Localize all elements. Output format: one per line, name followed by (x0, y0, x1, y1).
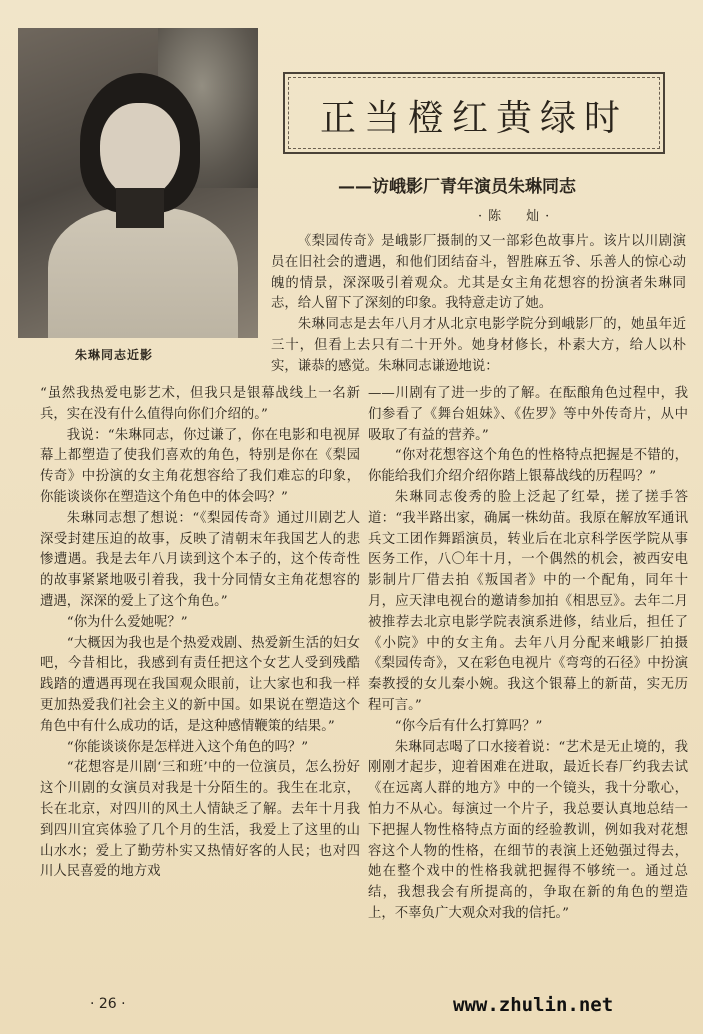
paragraph: “虽然我热爱电影艺术，但我只是银幕战线上一名新兵，实在没有什么值得向你们介绍的。” (40, 386, 360, 422)
portrait-photo (18, 28, 258, 338)
photo-turtleneck (116, 188, 164, 228)
paragraph: 朱琳同志想了想说：“《梨园传奇》通过川剧艺人深受封建压迫的故事，反映了清朝末年我国艺人的悲惨遭遇。我是去年八月读到这个本子的，这个传奇性的故事紧紧地吸引着我，我十分同情女主角花想容的遭遇，深深的爱上了这个角色。” (40, 510, 360, 609)
article-title: 正当橙红黄绿时 (319, 98, 628, 139)
photo-caption: 朱琳同志近影 (75, 348, 154, 362)
photo-face (100, 103, 180, 198)
left-column (40, 384, 360, 883)
paragraph: “你对花想容这个角色的性格特点把握是不错的，你能给我们介绍介绍你踏上银幕战线的历程吗？” (368, 448, 688, 485)
intro-section (271, 232, 686, 378)
paragraph: ——川剧有了进一步的了解。在酝酿角色过程中，我们参看了《舞台姐妹》、《佐罗》等中外传奇片，从中吸取了有益的营养。” (368, 386, 688, 443)
author-byline: ·陈 灿· (478, 209, 556, 224)
watermark: www.zhulin.net (453, 994, 614, 1016)
paragraph: “花想容是川剧‘三和班’中的一位演员，怎么扮好这个川剧的女演员对我是十分陌生的。我生在北京，长在北京，对四川的风土人情缺乏了解。去年十月我到四川宜宾体验了几个月的生活，我爱上了这里的山山水水；爱上了勤劳朴实又热情好客的人民；也对四川人民喜爱的地方戏 (40, 760, 360, 880)
paragraph: 我说：“朱琳同志，你过谦了，你在电影和电视屏幕上都塑造了使我们喜欢的角色，特别是你在《梨园传奇》中扮演的女主角花想容给了我们难忘的印象，你能谈谈你在塑造这个角色中的体会吗？” (40, 427, 360, 505)
paragraph: 朱琳同志俊秀的脸上泛起了红晕，搓了搓手答道：“我半路出家，确属一株幼苗。我原在解放军通讯兵文工团作舞蹈演员，转业后在北京科学医学院从事医务工作，八〇年十月，一个偶然的机会，被西安电影制片厂借去拍《叛国者》中的一个配角，同年十月，应天津电视台的邀请参加拍《相思豆》。去年二月被推荐去北京电影学院表演系进修，结业后，担任了《小院》中的女主角。去年八月分配来峨影厂拍摄《梨园传奇》，又在彩色电视片《弯弯的石径》中扮演秦教授的女儿秦小婉。我这个银幕上的新苗，实无历程可言。” (368, 489, 688, 713)
paragraph: “你为什么爱她呢？” (66, 614, 188, 630)
page-number: · 26 · (90, 996, 126, 1012)
article-subtitle: ——访峨影厂青年演员朱琳同志 (338, 177, 576, 197)
paragraph: 《梨园传奇》是峨影厂摄制的又一部彩色故事片。该片以川剧演员在旧社会的遭遇，和他们团结奋斗，智胜麻五爷、乐善人的惊心动魄的情景，深深吸引着观众。尤其是女主角花想容的扮演者朱琳同志，给人留下了深刻的印象。我特意走访了她。 (271, 234, 686, 312)
paragraph: “你今后有什么打算吗？” (394, 718, 543, 734)
paragraph: “你能谈谈你是怎样进入这个角色的吗？” (66, 739, 309, 755)
title-frame (283, 72, 665, 154)
paragraph: “大概因为我也是个热爱戏剧、热爱新生活的妇女吧，今昔相比，我感到有责任把这个女艺人受到残酷践踏的遭遇再现在我国观众眼前，让大家也和我一样更加热爱我们社会主义的新中国。如果说在塑造这个角色中有什么成功的话，是这种感情鞭策的结果。” (40, 635, 360, 734)
right-column (368, 384, 688, 925)
paragraph: 朱琳同志喝了口水接着说：“艺术是无止境的，我刚刚才起步，迎着困难在进取，最近长春厂约我去试《在远离人群的地方》中的一个镜头，我十分歌心，怕力不从心。每演过一个片子，我总要认真地总结一下把握人物性格特点方面的经验教训，例如我对花想容这个人物的性格，在细节的表演上还勉强过得去，她在整个戏中的性格我就把握得不够统一。通过总结，我想我会有所提高的，争取在新的角色的塑造上，不辜负广大观众对我的信托。” (368, 739, 688, 921)
paragraph: 朱琳同志是去年八月才从北京电影学院分到峨影厂的，她虽年近三十，但看上去只有二十开外。她身材修长，朴素大方，给人以朴实，谦恭的感觉。朱琳同志谦逊地说： (271, 317, 686, 374)
